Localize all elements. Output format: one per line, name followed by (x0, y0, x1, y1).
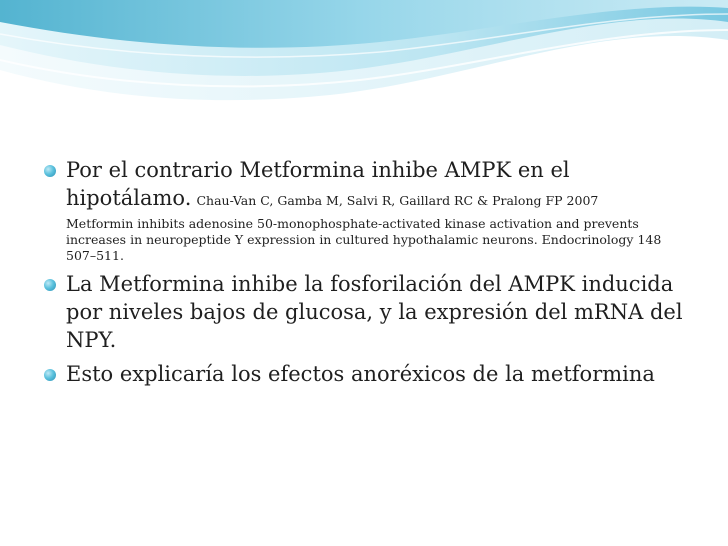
bullet-text: Por el contrario Metformina inhibe AMPK en el hipotálamo. (66, 158, 570, 210)
bullet-icon (44, 165, 56, 177)
bullet-item (44, 360, 694, 388)
bullet-list (44, 156, 694, 394)
bullet-text: La Metformina inhibe la fosforilación del AMPK inducida por niveles bajos de glucosa, y la expresión del mRNA del NPY. (66, 272, 683, 352)
wave-header-decoration (0, 0, 728, 110)
bullet-icon (44, 279, 56, 291)
bullet-text: Esto explicaría los efectos anoréxicos de la metformina (66, 362, 655, 386)
bullet-item (44, 270, 694, 354)
bullet-item (44, 156, 694, 264)
citation-authors: Chau-Van C, Gamba M, Salvi R, Gaillard RC & Pralong FP 2007 (196, 193, 599, 208)
citation-detail: Metformin inhibits adenosine 50-monophosphate-activated kinase activation and prevents increases in neuropeptide Y expression in cultured hypothalamic neurons. Endocrinology 148 507–511. (66, 216, 662, 263)
bullet-icon (44, 369, 56, 381)
